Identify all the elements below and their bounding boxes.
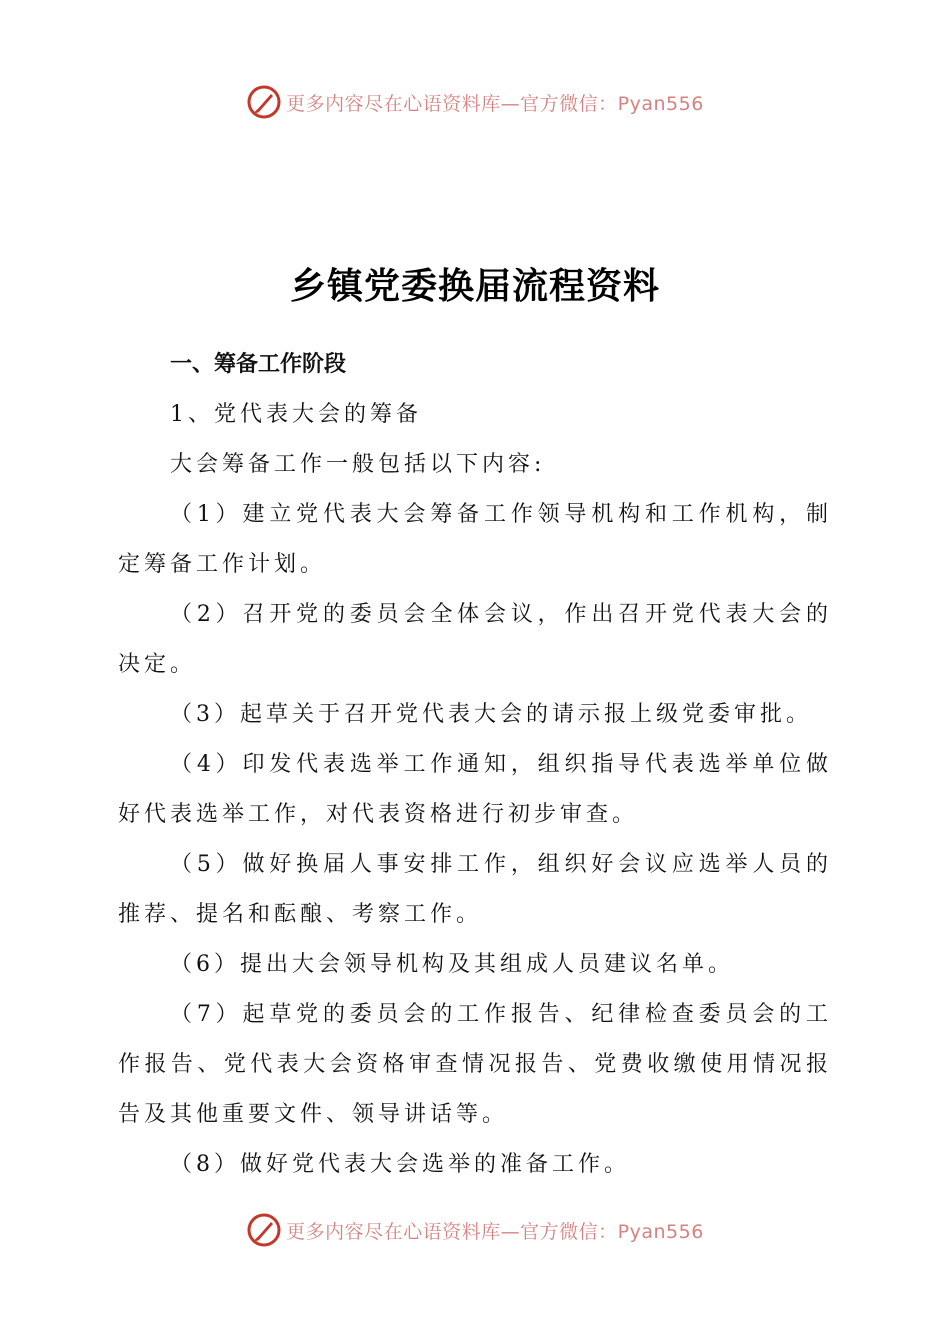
footer-watermark-banner xyxy=(0,1208,950,1252)
wechat-id: Pyan556 xyxy=(617,92,704,115)
section-heading: 一、筹备工作阶段 xyxy=(170,352,347,377)
header-watermark-banner xyxy=(0,80,950,124)
watermark-text: 更多内容尽在心语资料库—官方微信：Pyan556 xyxy=(286,1220,704,1243)
quill-logo-icon xyxy=(246,1212,282,1248)
wechat-id: Pyan556 xyxy=(617,1220,704,1243)
list-item-1: （1）建立党代表大会筹备工作领导机构和工作机构，制定筹备工作计划。 xyxy=(118,502,832,577)
subheading: 1、党代表大会的筹备 xyxy=(170,402,422,427)
quill-logo-icon xyxy=(246,84,282,120)
intro-paragraph: 大会筹备工作一般包括以下内容: xyxy=(170,452,546,477)
list-item-8: （8）做好党代表大会选举的准备工作。 xyxy=(170,1152,630,1177)
list-item-5: （5）做好换届人事安排工作，组织好会议应选举人员的推荐、提名和酝酿、考察工作。 xyxy=(118,852,832,927)
document-body xyxy=(118,340,832,1190)
document-title: 乡镇党委换届流程资料 xyxy=(289,265,660,307)
list-item-4: （4）印发代表选举工作通知，组织指导代表选举单位做好代表选举工作，对代表资格进行初步审查。 xyxy=(118,752,832,827)
list-item-6: （6）提出大会领导机构及其组成人员建议名单。 xyxy=(170,952,734,977)
list-item-7: （7）起草党的委员会的工作报告、纪律检查委员会的工作报告、党代表大会资格审查情况报告、党费收缴使用情况报告及其他重要文件、领导讲话等。 xyxy=(118,1002,832,1127)
watermark-text: 更多内容尽在心语资料库—官方微信：Pyan556 xyxy=(286,92,704,115)
list-item-2: （2）召开党的委员会全体会议，作出召开党代表大会的决定。 xyxy=(118,602,832,677)
list-item-3: （3）起草关于召开党代表大会的请示报上级党委审批。 xyxy=(170,702,812,727)
